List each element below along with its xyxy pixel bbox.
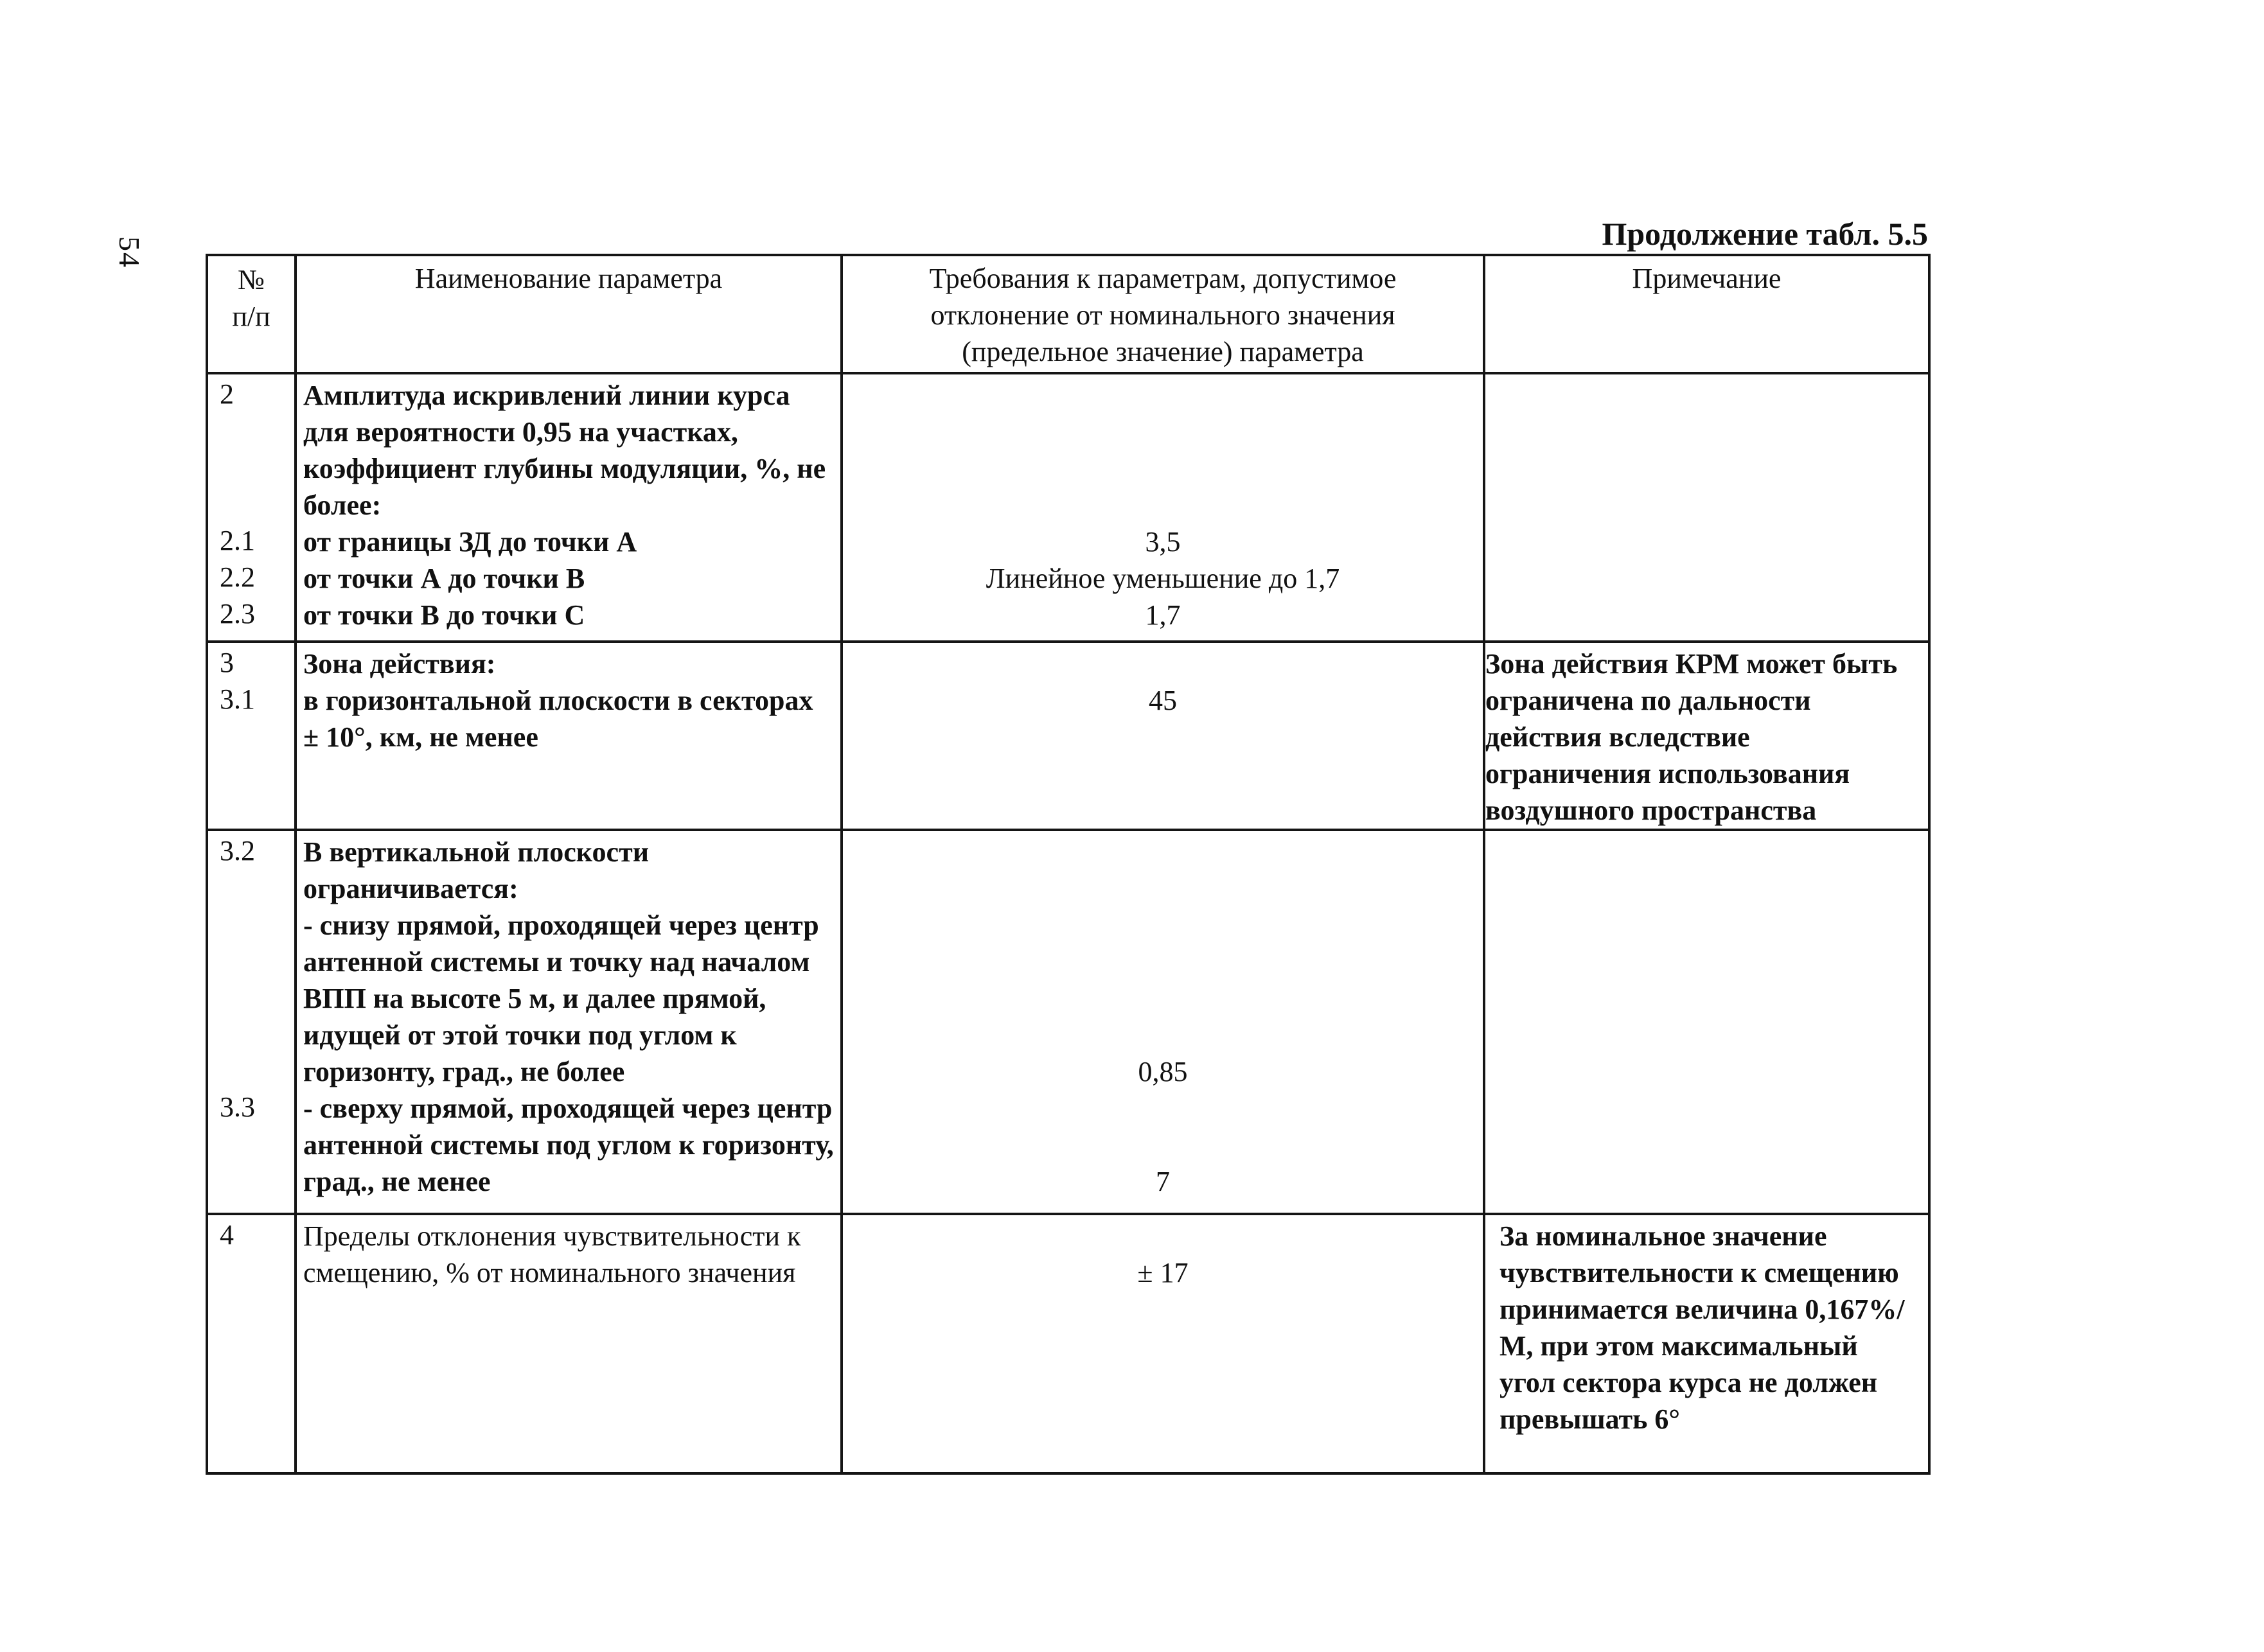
row-number-cell xyxy=(207,1214,296,1473)
row-requirement-cell xyxy=(842,1214,1484,1473)
header-note xyxy=(1484,255,1929,373)
row-requirement: 3,5 Линейное уменьшение до 1,7 1,7 xyxy=(986,526,1340,631)
row-note xyxy=(1485,831,1928,834)
row-name-cell xyxy=(296,1214,842,1473)
row-requirement-cell xyxy=(842,642,1484,830)
row-note-cell xyxy=(1484,830,1929,1214)
row-number-cell xyxy=(207,830,296,1214)
header-note-text: Примечание xyxy=(1632,263,1782,294)
row-name: Амплитуда искривлений линии курса для вероятности 0,95 на участках, коэффициент глубины модуляции, %, не более: от границы ЗД до точки А от точки А до точки В от точки В до точки С xyxy=(303,380,826,631)
row-requirement-cell xyxy=(842,830,1484,1214)
row-note xyxy=(1485,374,1928,377)
table-row xyxy=(207,642,1929,830)
table-row xyxy=(207,373,1929,642)
row-number-cell xyxy=(207,642,296,830)
header-number xyxy=(207,255,296,373)
row-note-cell xyxy=(1484,642,1929,830)
row-requirement-cell xyxy=(842,373,1484,642)
row-note-cell xyxy=(1484,373,1929,642)
row-name: Пределы отклонения чувствительности к смещению, % от номинального значения xyxy=(303,1220,801,1288)
header-name-text: Наименование параметра xyxy=(414,263,723,294)
row-note-cell xyxy=(1484,1214,1929,1473)
row-note: Зона действия КРМ может быть ограничена по дальности действия вследствие ограничения использования воздушного пространства xyxy=(1485,648,1898,826)
row-name: В вертикальной плоскости ограничивается: - снизу прямой, проходящей через центр антенной системы и точку над началом ВПП на высоте 5 м, и далее прямой, идущей от этой точки под углом к горизонту, град., не более - сверху прямой, проходящей через центр антенной системы под углом к горизонту, град., не менее xyxy=(303,836,834,1197)
row-name-cell xyxy=(296,373,842,642)
page-number: 54 xyxy=(113,236,146,268)
row-requirement: ± 17 xyxy=(1137,1257,1189,1288)
row-number: 2 2.1 2.2 2.3 xyxy=(220,378,255,629)
table-row xyxy=(207,1214,1929,1473)
table-caption: Продолжение табл. 5.5 xyxy=(1602,216,1928,252)
header-requirements-text: Требования к параметрам, допустимое отклонение от номинального значения (предельное значение) параметра xyxy=(929,263,1397,367)
row-number: 4 xyxy=(220,1219,234,1251)
table-row xyxy=(207,830,1929,1214)
row-name-cell xyxy=(296,642,842,830)
table-header-row xyxy=(207,255,1929,373)
header-requirements xyxy=(842,255,1484,373)
header-name xyxy=(296,255,842,373)
row-name-cell xyxy=(296,830,842,1214)
row-name: Зона действия: в горизонтальной плоскости в секторах ± 10°, км, не менее xyxy=(303,648,813,753)
row-note: За номинальное значение чувствительности к смещению принимается величина 0,167%/М, при этом максимальный угол сектора курса не должен превышать 6° xyxy=(1499,1220,1905,1435)
row-requirement: 0,85 7 xyxy=(1138,1056,1188,1197)
row-number-cell xyxy=(207,373,296,642)
header-number-text: № п/п xyxy=(232,264,270,332)
row-requirement: 45 xyxy=(1149,685,1177,716)
parameters-table xyxy=(206,254,1931,1475)
row-number: 3 3.1 xyxy=(220,647,255,715)
row-number: 3.2 3.3 xyxy=(220,835,255,1123)
